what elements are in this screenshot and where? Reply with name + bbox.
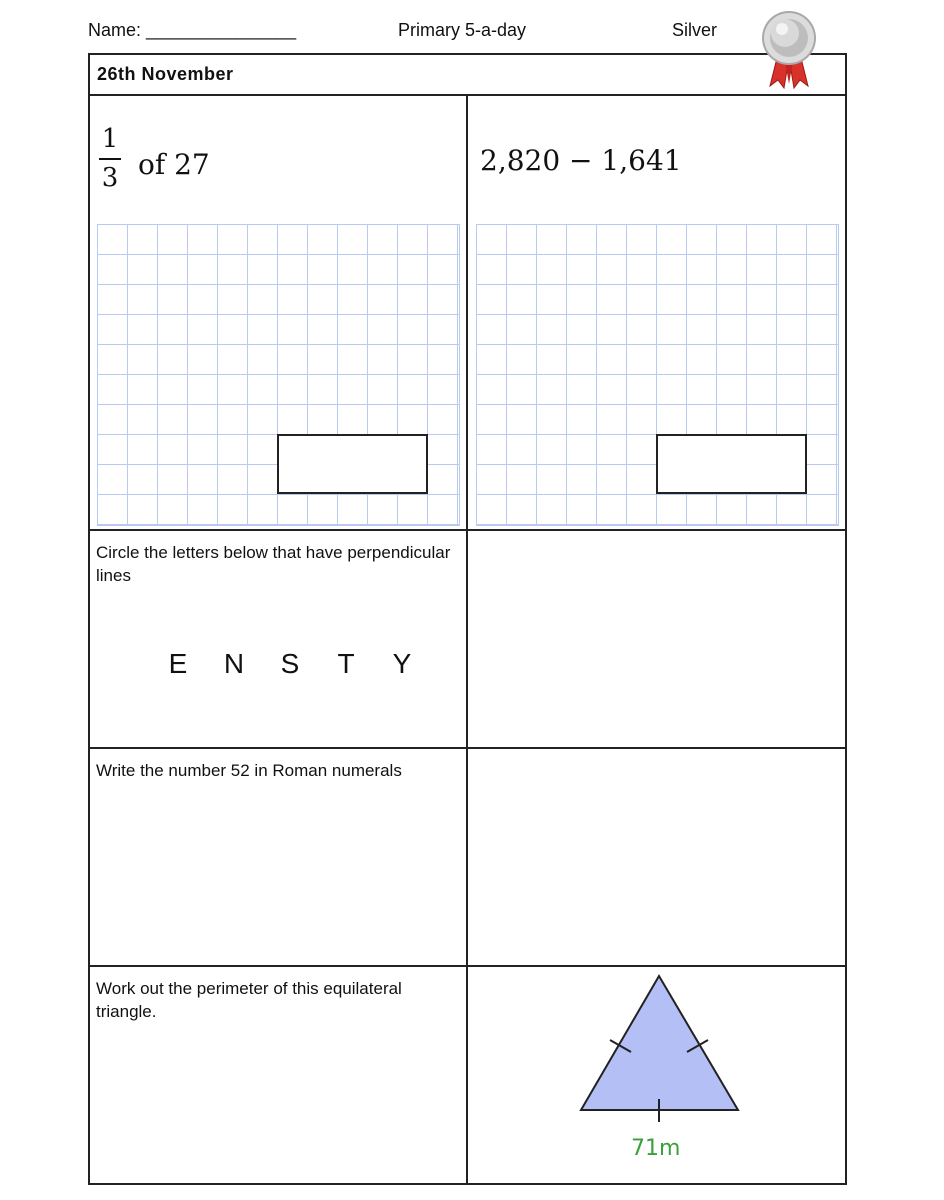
letter-option[interactable]: T: [337, 648, 355, 679]
q5-text: Work out the perimeter of this equilateral triangle.: [96, 979, 402, 1021]
fraction: [99, 126, 121, 191]
page-title: Primary 5-a-day: [398, 20, 527, 40]
letter-option[interactable]: Y: [392, 648, 412, 679]
level-label: Silver: [672, 20, 718, 40]
fraction-denominator: 3: [101, 163, 119, 193]
row-divider: [88, 529, 847, 531]
q1-answer-box[interactable]: [277, 434, 428, 494]
fraction-bar: [99, 158, 121, 160]
silver-medal-icon: [758, 10, 820, 90]
equilateral-triangle: [575, 972, 745, 1122]
q3-text: Circle the letters below that have perpendicular lines: [96, 543, 451, 585]
row-divider: [88, 747, 847, 749]
letter-option[interactable]: S: [280, 648, 300, 679]
worksheet-date: 26th November: [97, 64, 234, 84]
column-divider: [466, 94, 468, 1185]
fraction-numerator: 1: [101, 124, 119, 154]
q4-text: Write the number 52 in Roman numerals: [96, 761, 402, 780]
row-divider: [88, 965, 847, 967]
letter-options: [150, 648, 430, 680]
letter-option[interactable]: E: [168, 648, 188, 679]
triangle-side-label: 71m: [631, 1136, 681, 1161]
q2-text: 2,820 − 1,641: [480, 144, 682, 177]
name-field-label: Name: _______________: [88, 20, 297, 40]
q2-answer-box[interactable]: [656, 434, 807, 494]
letter-option[interactable]: N: [223, 648, 245, 679]
q1-text: of 27: [138, 148, 210, 181]
